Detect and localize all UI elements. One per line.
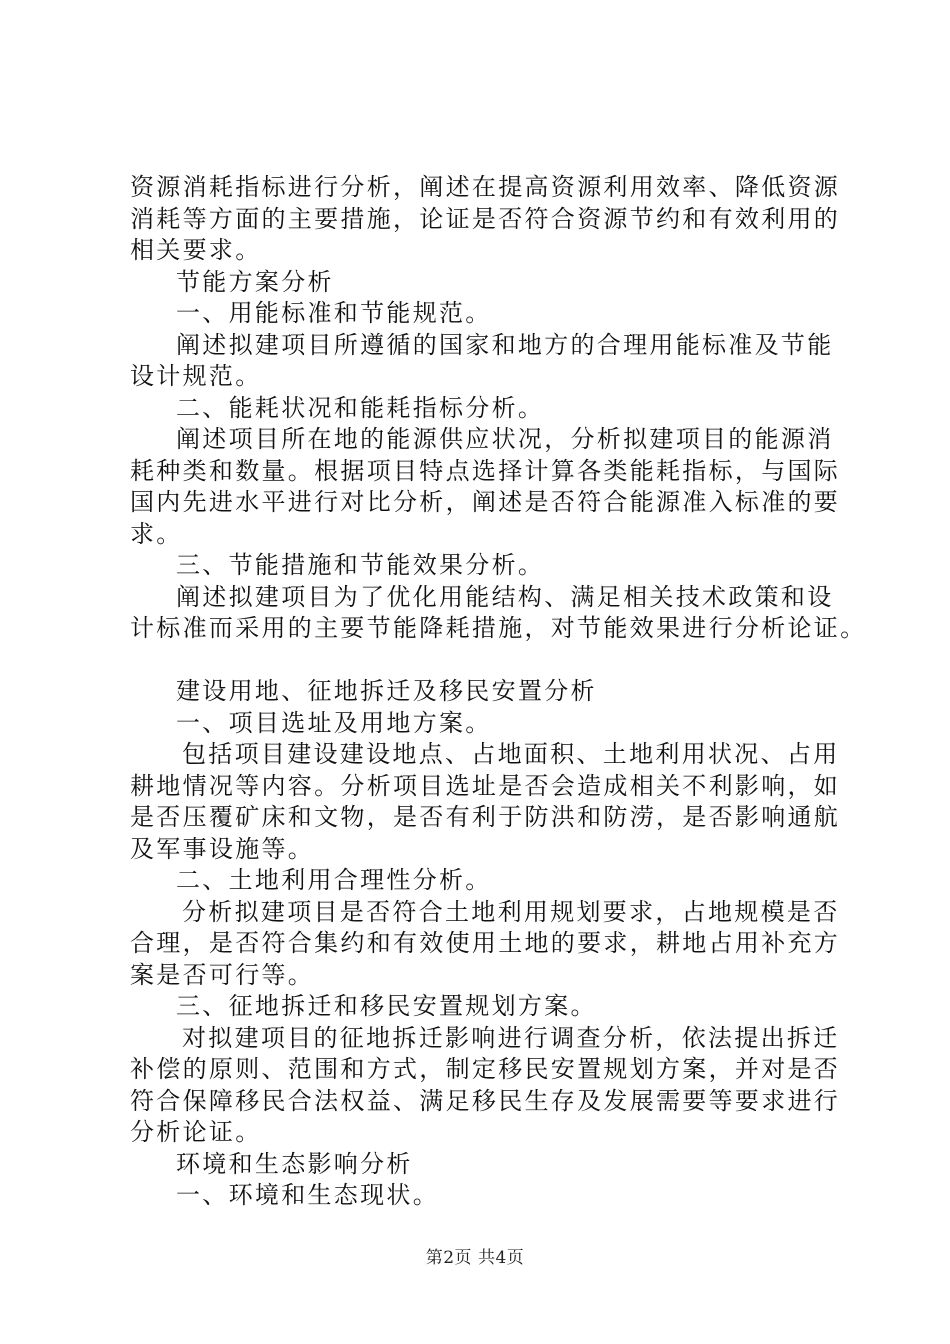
paragraph-line: 求。 (130, 519, 183, 548)
paragraph-line: 资源消耗指标进行分析，阐述在提高资源利用效率、降低资源 (130, 173, 841, 201)
paragraph-line: 设计规范。 (130, 362, 262, 390)
subsection-heading: 一、项目选址及用地方案。 (176, 708, 492, 737)
paragraph-line: 相关要求。 (130, 236, 262, 264)
subsection-heading: 二、土地利用合理性分析。 (176, 866, 492, 894)
subsection-heading: 三、节能措施和节能效果分析。 (176, 551, 545, 579)
paragraph-line: 消耗等方面的主要措施，论证是否符合资源节约和有效利用的 (130, 204, 841, 233)
subsection-heading: 一、用能标准和节能规范。 (176, 299, 492, 327)
paragraph-line: 分析拟建项目是否符合土地利用规划要求，占地规模是否 (182, 897, 840, 926)
paragraph-line: 符合保障移民合法权益、满足移民生存及发展需要等要求进行 (130, 1086, 841, 1115)
paragraph-line: 国内先进水平进行对比分析，阐述是否符合能源准入标准的要 (130, 488, 841, 516)
paragraph-line: 分析论证。 (130, 1118, 262, 1146)
section-heading: 环境和生态影响分析 (176, 1149, 413, 1178)
page-number-footer: 第2页 共4页 (425, 1248, 525, 1268)
paragraph-line: 及军事设施等。 (130, 834, 315, 863)
paragraph-line: 计标准而采用的主要节能降耗措施，对节能效果进行分析论证。 (130, 614, 867, 642)
paragraph-line: 阐述项目所在地的能源供应状况，分析拟建项目的能源消 (176, 425, 834, 453)
paragraph-line: 耗种类和数量。根据项目特点选择计算各类能耗指标，与国际 (130, 456, 841, 485)
blank-line (130, 645, 830, 677)
paragraph-line: 补偿的原则、范围和方式，制定移民安置规划方案，并对是否 (130, 1055, 841, 1083)
paragraph-line: 包括项目建设建设地点、占地面积、土地利用状况、占用 (182, 740, 840, 768)
paragraph-line: 合理，是否符合集约和有效使用土地的要求，耕地占用补充方 (130, 929, 841, 957)
document-body (130, 172, 867, 1212)
subsection-heading: 二、能耗状况和能耗指标分析。 (176, 393, 545, 422)
subsection-heading: 一、环境和生态现状。 (176, 1181, 439, 1209)
paragraph-line: 耕地情况等内容。分析项目选址是否会造成相关不利影响，如 (130, 771, 841, 800)
subsection-heading: 三、征地拆迁和移民安置规划方案。 (176, 992, 597, 1020)
paragraph-line: 是否压覆矿床和文物，是否有利于防洪和防涝，是否影响通航 (130, 803, 841, 831)
section-heading: 节能方案分析 (176, 267, 334, 296)
paragraph-line: 对拟建项目的征地拆迁影响进行调查分析，依法提出拆迁 (182, 1023, 840, 1052)
paragraph-line: 阐述拟建项目为了优化用能结构、满足相关技术政策和设 (176, 582, 834, 611)
paragraph-line: 案是否可行等。 (130, 960, 315, 989)
section-heading: 建设用地、征地拆迁及移民安置分析 (176, 677, 597, 705)
paragraph-line: 阐述拟建项目所遵循的国家和地方的合理用能标准及节能 (176, 330, 834, 359)
